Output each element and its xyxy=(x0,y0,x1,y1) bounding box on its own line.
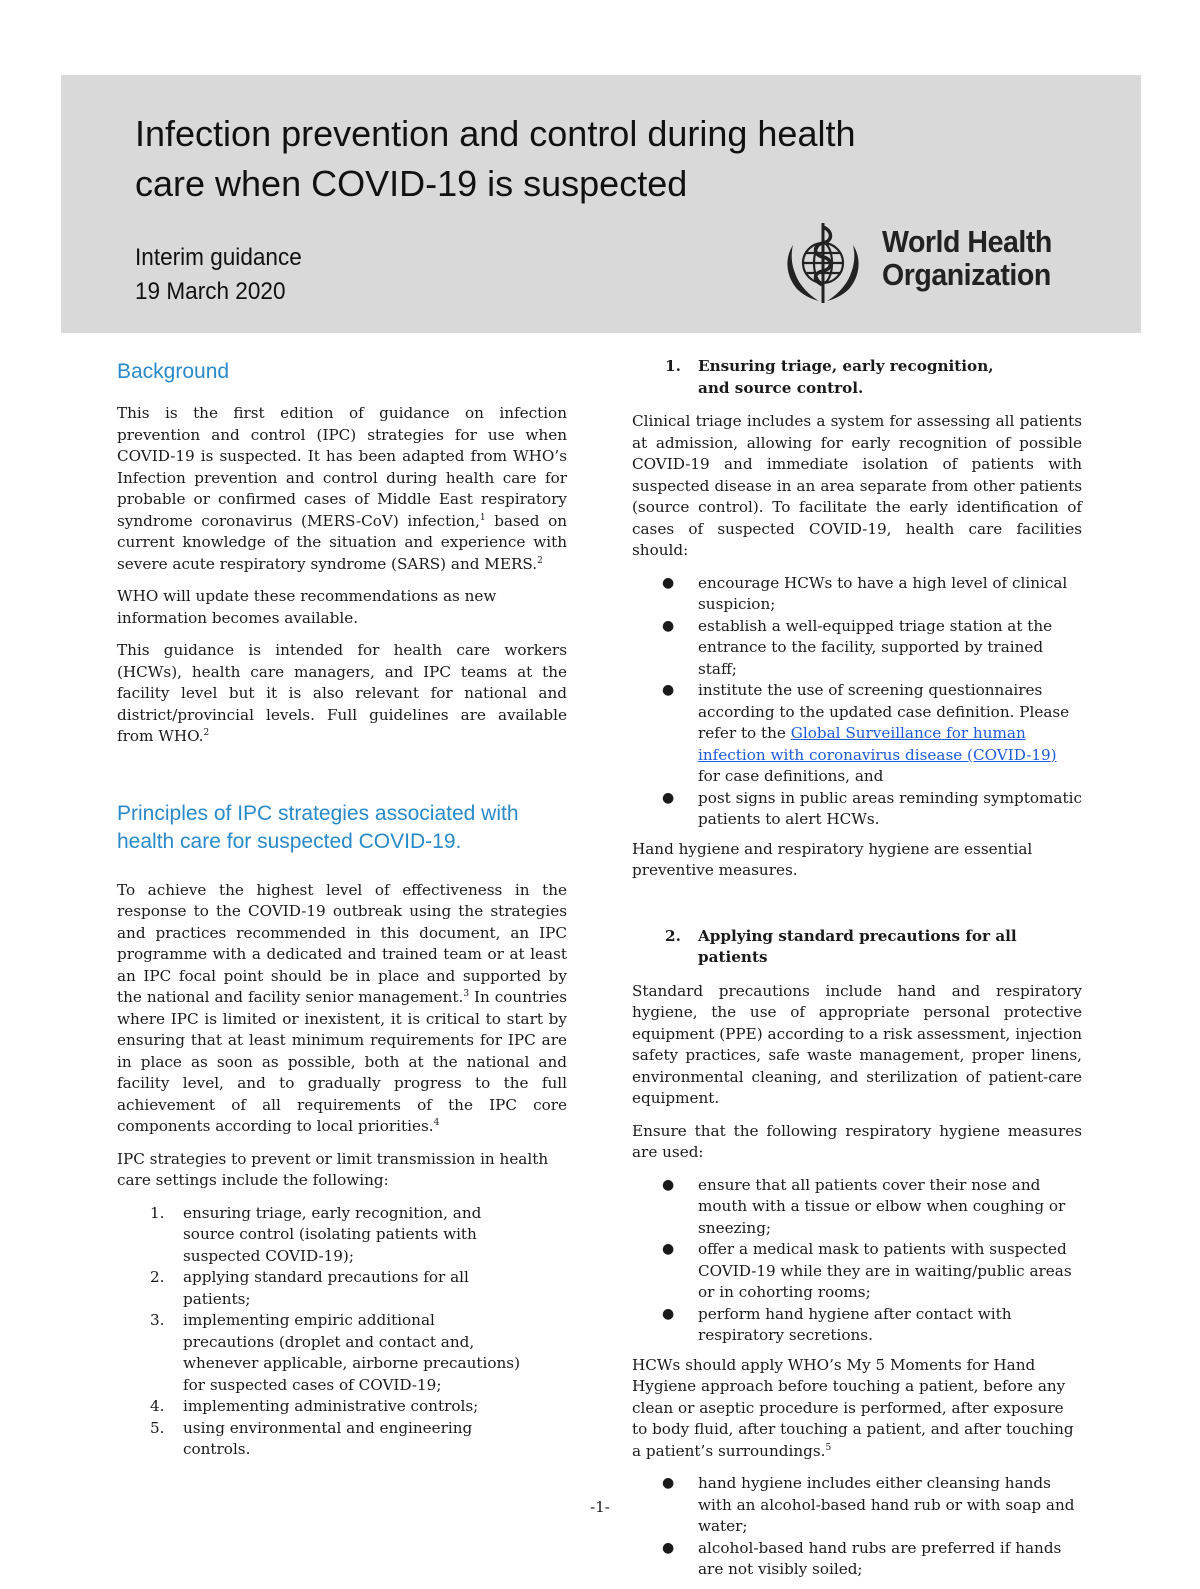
list-item: 1. ensuring triage, early recognition, and source control (isolating patients with suspected COVID-19); xyxy=(150,1203,482,1265)
background-paragraph-2: WHO will update these recommendations as new information becomes available. xyxy=(117,587,497,627)
who-wordmark xyxy=(882,225,1052,291)
respiratory-hygiene-list xyxy=(632,1175,1082,1347)
list-item: ● offer a medical mask to patients with suspected COVID-19 while they are in waiting/public areas or in cohorting rooms; xyxy=(662,1240,1072,1301)
background-paragraph-3: This guidance is intended for health care workers (HCWs), health care managers, and IPC teams at the facility level but it is also relevant for national and district/provincial levels. Full guidelines are available from WHO.$^2$ xyxy=(117,641,567,745)
list-item: 5. using environmental and engineering controls. xyxy=(150,1418,473,1458)
list-item: ● establish a well-equipped triage station at the entrance to the facility, supported by trained staff; xyxy=(662,616,1053,678)
triage-bullet-list xyxy=(632,573,1082,831)
background-heading: Background xyxy=(117,360,230,383)
logo-line-1: World Health xyxy=(882,224,1052,259)
document-subtitle xyxy=(135,241,302,309)
list-item: 3. implementing empiric additional precautions (droplet and contact and, whenever applicable, airborne precautions) for suspected cases of COVID-19; xyxy=(150,1311,521,1394)
right-column xyxy=(632,350,1082,1589)
left-column xyxy=(117,350,567,1469)
list-item: ● hand hygiene includes either cleansing hands with an alcohol-based hand rub or with soap and water; xyxy=(662,1474,1075,1535)
logo-line-2: Organization xyxy=(882,257,1051,292)
background-paragraph-1: This is the first edition of guidance on infection prevention and control (IPC) strategies for use when COVID-19 is suspected. It has been adapted from WHO’s Infection prevention and control during health care for probable or confirmed cases of Middle East respiratory syndrome coronavirus (MERS-CoV) infection,$^1$ based on current knowledge of the situation and experience with severe acute respiratory syndrome (SARS) and MERS.$^2$ xyxy=(117,404,567,573)
section-2-paragraph-3: HCWs should apply WHO’s My 5 Moments for Hand Hygiene approach before touching a patient, before any clean or aseptic procedure is performed, after exposure to body fluid, after touching a patient, and after touching a patient’s surroundings.$^5$ xyxy=(632,1355,1074,1460)
list-item: ● perform hand hygiene after contact with respiratory secretions. xyxy=(662,1304,1012,1344)
subtitle-date: 19 March 2020 xyxy=(135,278,286,305)
section-2-paragraph-2: Ensure that the following respiratory hygiene measures are used: xyxy=(632,1121,1082,1161)
subtitle-guidance: Interim guidance xyxy=(135,244,302,271)
section-2-paragraph-1: Standard precautions include hand and respiratory hygiene, the use of appropriate personal protective equipment (PPE) according to a risk assessment, injection safety practices, safe waste management, proper linens, environmental cleaning, and sterilization of patient-care equipment. xyxy=(632,981,1082,1107)
section-2-heading: 2. Applying standard precautions for all patients xyxy=(665,926,1017,966)
principles-paragraph-1: To achieve the highest level of effectiveness in the response to the COVID-19 outbreak using the strategies and practices recommended in this document, an IPC programme with a dedicated and trained team or at least an IPC focal point should be in place and supported by the national and facility senior management.$^3$ In countries where IPC is limited or inexistent, it is critical to start by ensuring that at least minimum requirements for IPC are in place as soon as possible, both at the national and facility level, and to gradually progress to the full achievement of all requirements of the IPC core components according to local priorities.$^4$ xyxy=(117,880,567,1135)
surveillance-guidance-link[interactable]: Global Surveillance for human infection with coronavirus disease (COVID-19) xyxy=(698,724,1057,764)
section-1-paragraph-2: Hand hygiene and respiratory hygiene are essential preventive measures. xyxy=(632,839,1033,879)
list-item: 4. implementing administrative controls; xyxy=(150,1397,479,1415)
section-1-heading: 1. Ensuring triage, early recognition, and source control. xyxy=(665,357,994,397)
principles-heading: Principles of IPC strategies associated with health care for suspected COVID-19. xyxy=(117,801,519,853)
page-number: -1- xyxy=(590,1498,610,1516)
title-banner xyxy=(61,75,1141,333)
who-emblem-icon xyxy=(773,215,873,307)
document-title: Infection prevention and control during health care when COVID-19 is suspected xyxy=(135,113,856,204)
principles-paragraph-2: IPC strategies to prevent or limit transmission in health care settings include the following: xyxy=(117,1149,549,1189)
list-item: ● post signs in public areas reminding symptomatic patients to alert HCWs. xyxy=(662,788,1082,828)
section-1-paragraph-1: Clinical triage includes a system for assessing all patients at admission, allowing for early recognition of possible COVID-19 and immediate isolation of patients with suspected disease in an area separate from other patients (source control). To facilitate the early identification of cases of suspected COVID-19, health care facilities should: xyxy=(632,412,1082,559)
who-logo xyxy=(773,215,1083,307)
list-item: ● ensure that all patients cover their nose and mouth with a tissue or elbow when coughing or sneezing; xyxy=(662,1175,1066,1237)
list-item: ● alcohol-based hand rubs are preferred if hands are not visibly soiled; xyxy=(662,1538,1062,1578)
list-item: ● encourage HCWs to have a high level of clinical suspicion; xyxy=(662,573,1068,613)
ipc-strategy-list xyxy=(117,1203,567,1461)
list-item: 2. applying standard precautions for all patients; xyxy=(150,1268,469,1308)
hand-hygiene-list xyxy=(632,1473,1082,1581)
list-item: ● institute the use of screening questionnaires according to the updated case definition. Please refer to the Global Surveillance for human infection with coronavirus disease (COVID-19) for case definitions, and xyxy=(662,681,1070,785)
